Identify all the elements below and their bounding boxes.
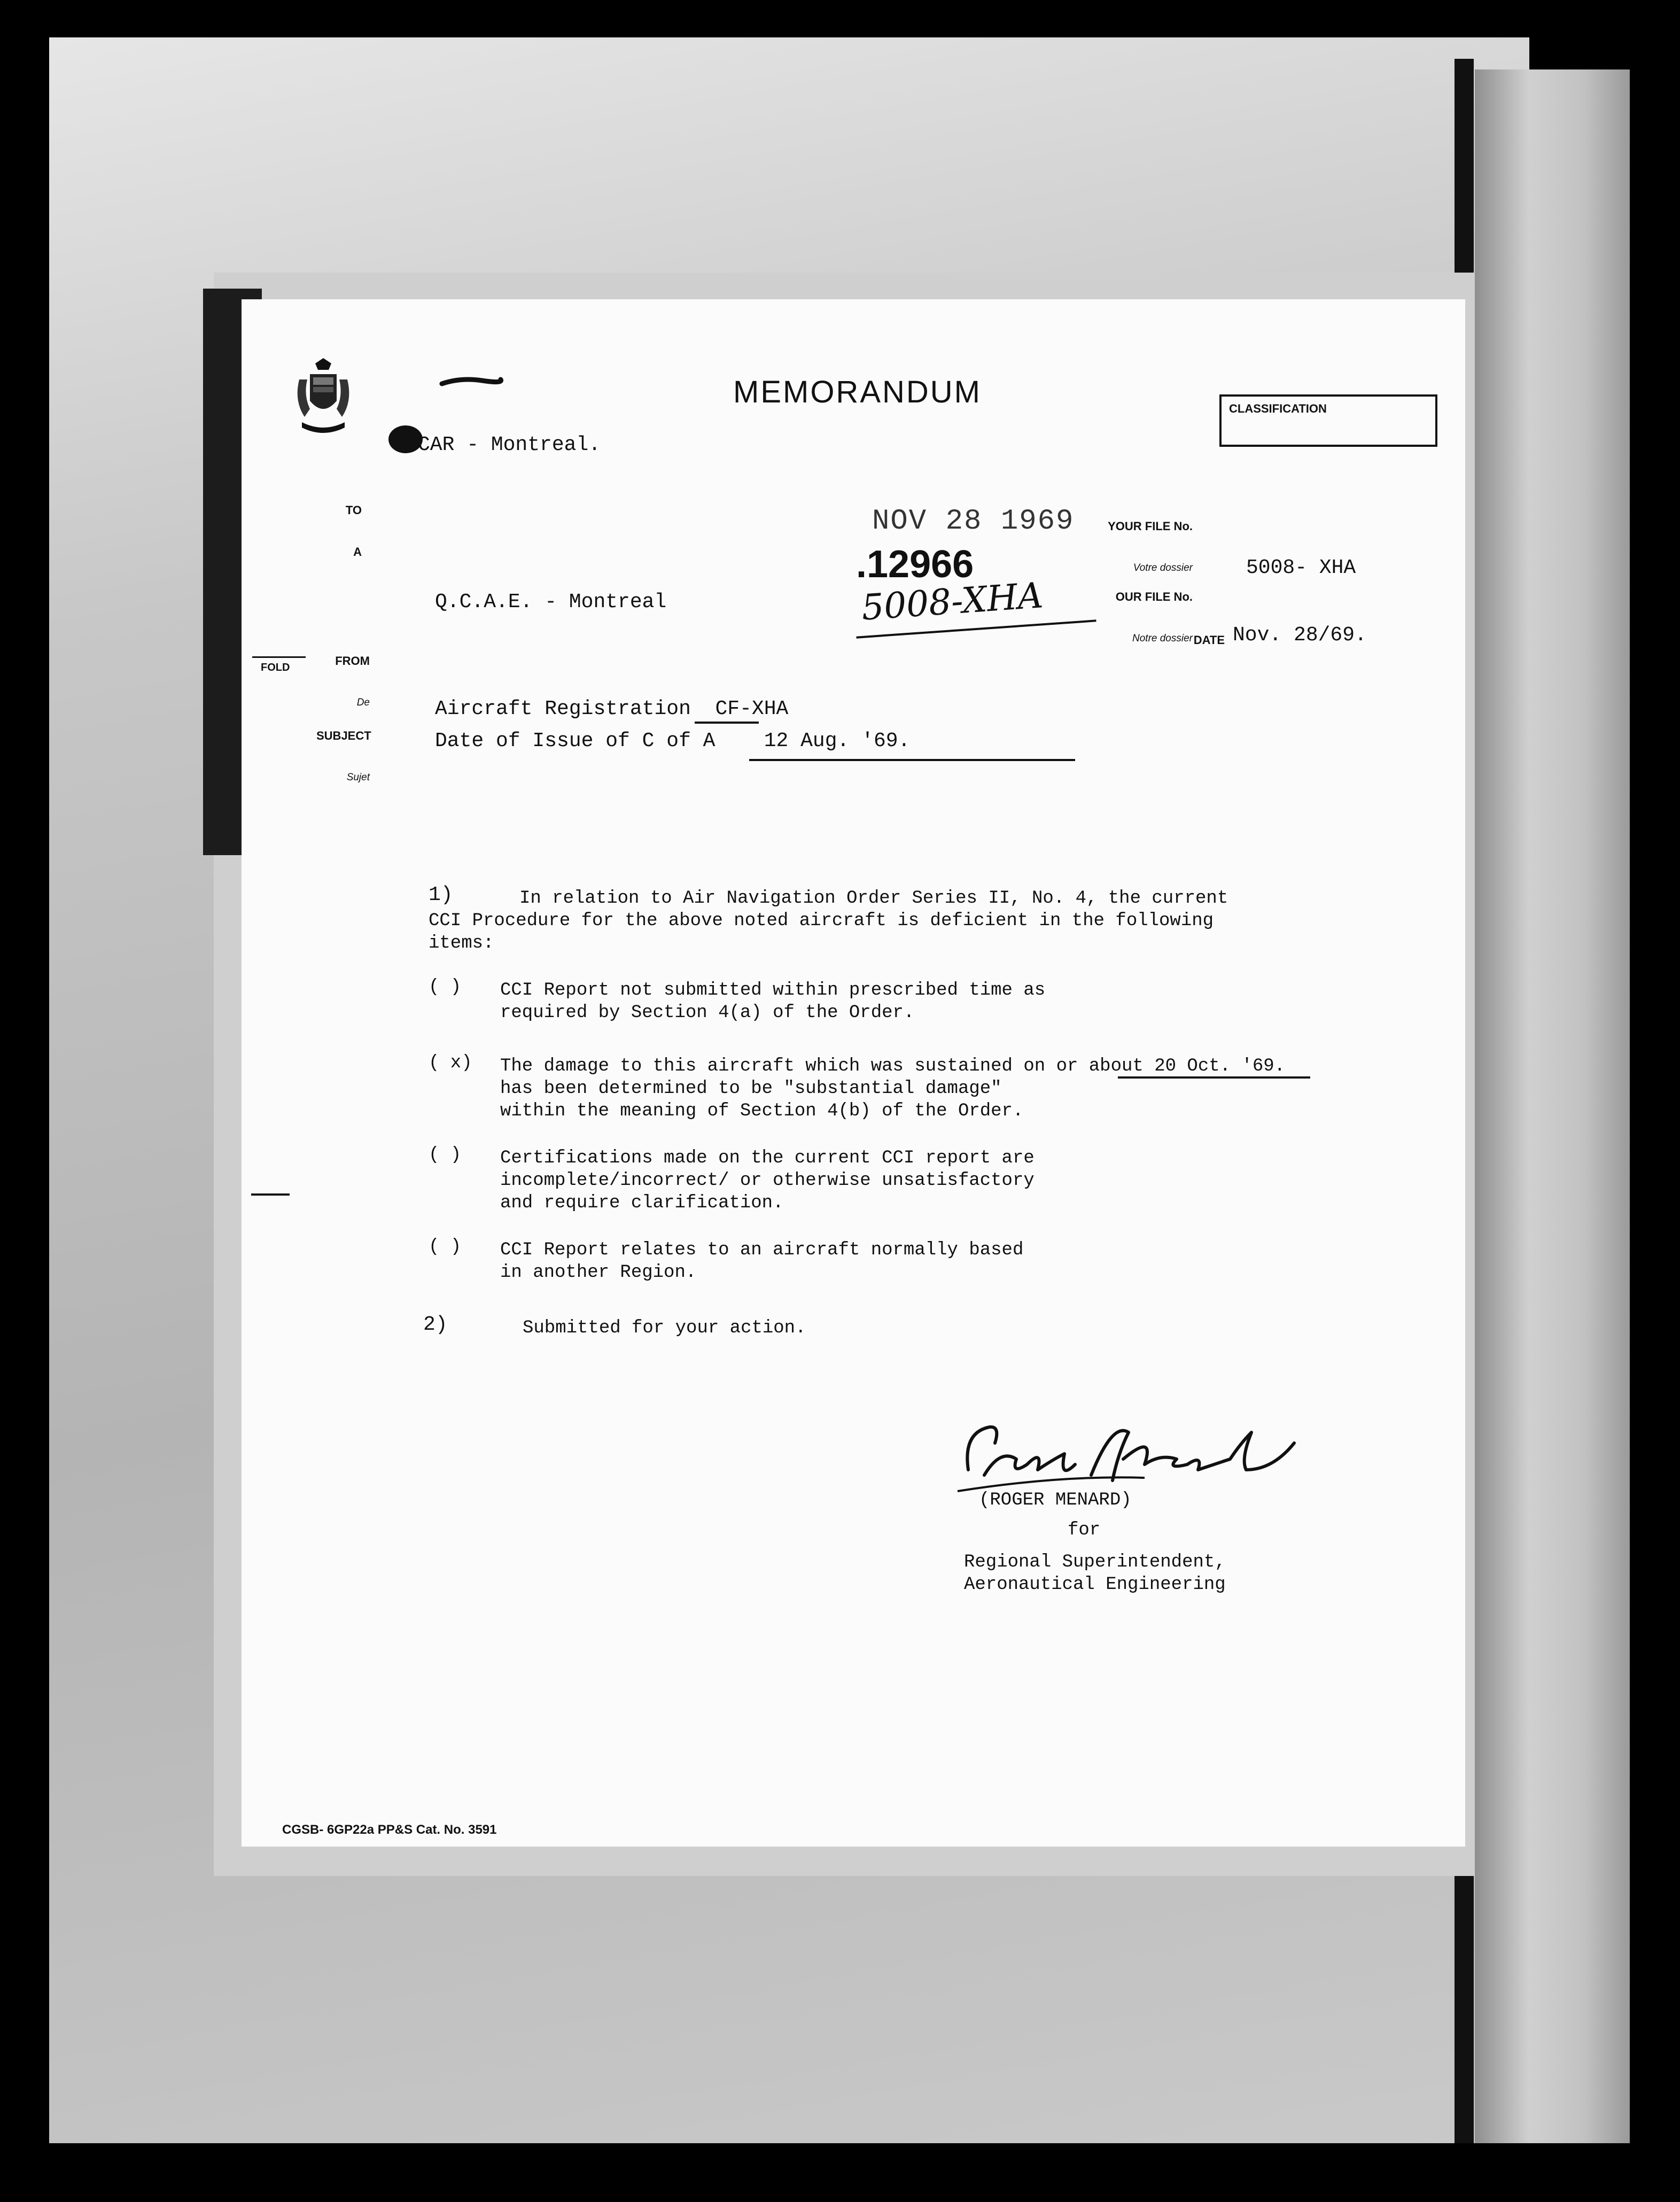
damage-date-underline <box>1118 1076 1310 1079</box>
received-date-stamp: NOV 28 1969 <box>872 505 1075 538</box>
signature-for: for <box>1068 1520 1101 1540</box>
item1-line2: required by Section 4(a) of the Order. <box>500 1003 915 1023</box>
subject-issue-line: Date of Issue of C of A 12 Aug. '69. <box>435 730 911 753</box>
item2-line3: within the meaning of Section 4(b) of the Order. <box>500 1101 1024 1121</box>
para1-line1: In relation to Air Navigation Order Series II, No. 4, the current <box>519 888 1228 909</box>
handwritten-file-number: 5008-XHA <box>860 575 1045 629</box>
margin-mark <box>251 1193 290 1196</box>
classification-label: CLASSIFICATION <box>1229 402 1327 415</box>
date-value: Nov. 28/69. <box>1233 624 1367 647</box>
fold-line <box>252 656 306 658</box>
signatory-title-line2: Aeronautical Engineering <box>964 1575 1226 1595</box>
memo-title: MEMORANDUM <box>733 375 982 409</box>
item2-line2: has been determined to be "substantial damage" <box>500 1079 1002 1099</box>
fold-label: FOLD <box>261 662 290 673</box>
to-value: CAR - Montreal. <box>418 433 601 456</box>
issue-date-value: 12 Aug. '69. <box>764 730 911 753</box>
subject-label: SUBJECT Sujet <box>316 729 371 783</box>
issue-date-underline <box>749 759 1075 761</box>
para1-number: 1) <box>429 883 453 906</box>
item4-line2: in another Region. <box>500 1262 697 1283</box>
date-label: DATE <box>1193 633 1225 647</box>
item3-line3: and require clarification. <box>500 1193 784 1213</box>
item1-checkbox: ( ) <box>429 977 462 997</box>
pen-mark <box>439 374 503 390</box>
registration-value: CF-XHA <box>715 697 789 720</box>
signatory-title-line1: Regional Superintendent, <box>964 1552 1226 1572</box>
item3-line2: incomplete/incorrect/ or otherwise unsatisfactory <box>500 1170 1035 1191</box>
from-value: Q.C.A.E. - Montreal <box>435 591 667 614</box>
classification-box <box>1219 394 1437 447</box>
form-code: CGSB- 6GP22a PP&S Cat. No. 3591 <box>282 1823 497 1837</box>
file-number-stamp: .12966 <box>856 543 974 586</box>
to-label: TO A <box>345 503 362 559</box>
our-file-label: OUR FILE No. Notre dossier <box>1115 590 1193 644</box>
our-file-value: 5008- XHA <box>1246 556 1356 579</box>
item1-line1: CCI Report not submitted within prescribed time as <box>500 980 1046 1001</box>
item4-checkbox: ( ) <box>429 1237 462 1257</box>
para1-line2: CCI Procedure for the above noted aircraft is deficient in the following <box>429 911 1214 931</box>
para1-line3: items: <box>429 933 494 953</box>
item2-checkbox: ( x) <box>429 1053 472 1073</box>
para2-number: 2) <box>423 1313 448 1336</box>
subject-registration-line: Aircraft Registration CF-XHA <box>435 697 789 720</box>
coat-of-arms-icon <box>294 358 353 438</box>
item4-line1: CCI Report relates to an aircraft normally based <box>500 1240 1024 1260</box>
from-label: FROM De <box>335 654 370 708</box>
registration-underline <box>695 722 759 724</box>
para2-text: Submitted for your action. <box>523 1318 806 1338</box>
memorandum-sheet <box>242 299 1465 1847</box>
backdrop-strip <box>1475 69 1630 2143</box>
item3-checkbox: ( ) <box>429 1145 462 1165</box>
typed-signatory-name: (ROGER MENARD) <box>979 1490 1132 1510</box>
item2-line1: The damage to this aircraft which was sustained on or about 20 Oct. '69. <box>500 1056 1286 1076</box>
your-file-label: YOUR FILE No. Votre dossier <box>1108 520 1193 573</box>
item3-line1: Certifications made on the current CCI report are <box>500 1148 1035 1168</box>
